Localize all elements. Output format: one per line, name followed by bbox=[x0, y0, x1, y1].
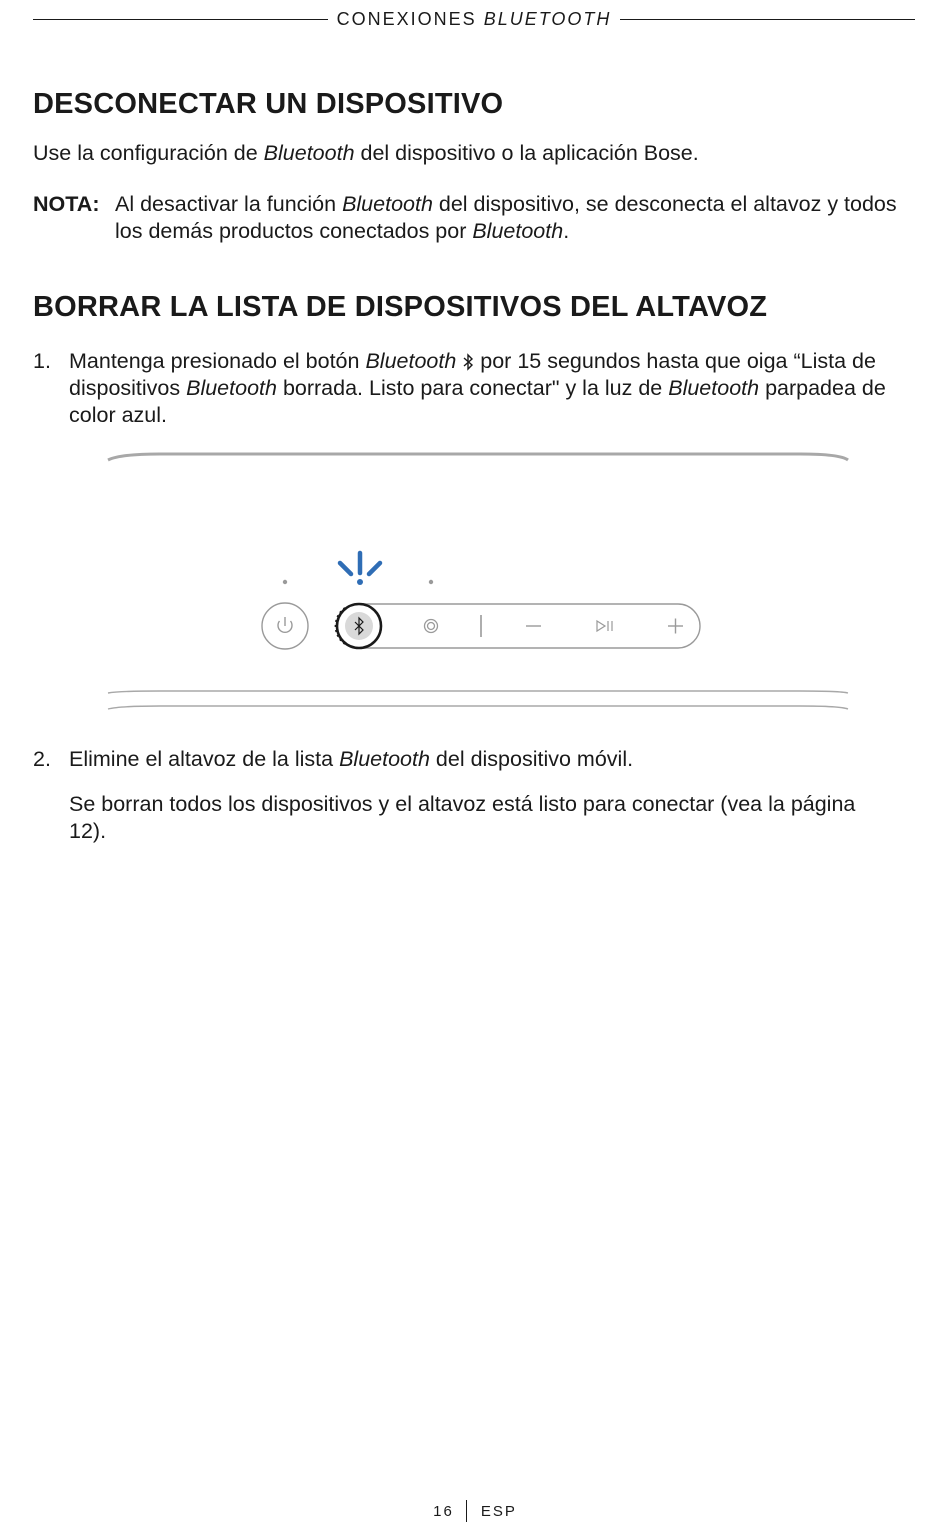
page-number: 16 bbox=[433, 1503, 454, 1520]
step-1-text: Mantenga presionado el botón Bluetooth por 15 segundos hasta que oiga “Lista de dispositivos Bluetooth borrada. Listo para conectar" y la luz de Bluetooth parpadea de color azul. bbox=[69, 349, 886, 427]
note-text: Al desactivar la función Bluetooth del dispositivo, se desconecta el altavoz y todos los demás productos conectados por Bluetooth. bbox=[115, 192, 897, 243]
step-2-result: Se borran todos los dispositivos y el altavoz está listo para conectar (vea la página 12). bbox=[69, 792, 856, 843]
step-2-number: 2. bbox=[33, 747, 51, 771]
bluetooth-light-blinking-icon bbox=[340, 553, 380, 585]
section-title-clear-list: BORRAR LA LISTA DE DISPOSITIVOS DEL ALTAVOZ bbox=[33, 291, 768, 323]
bluetooth-icon bbox=[462, 353, 474, 371]
power-light-icon bbox=[283, 580, 287, 584]
bluetooth-button bbox=[336, 604, 381, 648]
section-title-disconnect: DESCONECTAR UN DISPOSITIVO bbox=[33, 88, 504, 120]
language-code: ESP bbox=[480, 1503, 517, 1520]
disconnect-intro: Use la configuración de Bluetooth del dispositivo o la aplicación Bose. bbox=[33, 141, 699, 165]
step-2-text: Elimine el altavoz de la lista Bluetooth del dispositivo móvil. bbox=[69, 747, 634, 771]
footer-separator bbox=[466, 1500, 467, 1522]
running-header bbox=[33, 8, 915, 30]
header-title: CONEXIONES BLUETOOTH bbox=[336, 8, 612, 29]
speaker-top-edge bbox=[108, 454, 848, 460]
step-1-number: 1. bbox=[33, 349, 51, 373]
power-button bbox=[262, 603, 308, 649]
speaker-base-edge bbox=[108, 706, 848, 709]
speaker-bottom-edge bbox=[108, 691, 848, 693]
page-footer bbox=[0, 1500, 950, 1522]
action-light-icon bbox=[429, 580, 433, 584]
header-rule-right bbox=[620, 19, 915, 20]
header-rule-left bbox=[33, 19, 328, 20]
note-label: NOTA: bbox=[33, 192, 100, 216]
control-strip bbox=[337, 604, 700, 648]
speaker-illustration bbox=[100, 445, 860, 720]
